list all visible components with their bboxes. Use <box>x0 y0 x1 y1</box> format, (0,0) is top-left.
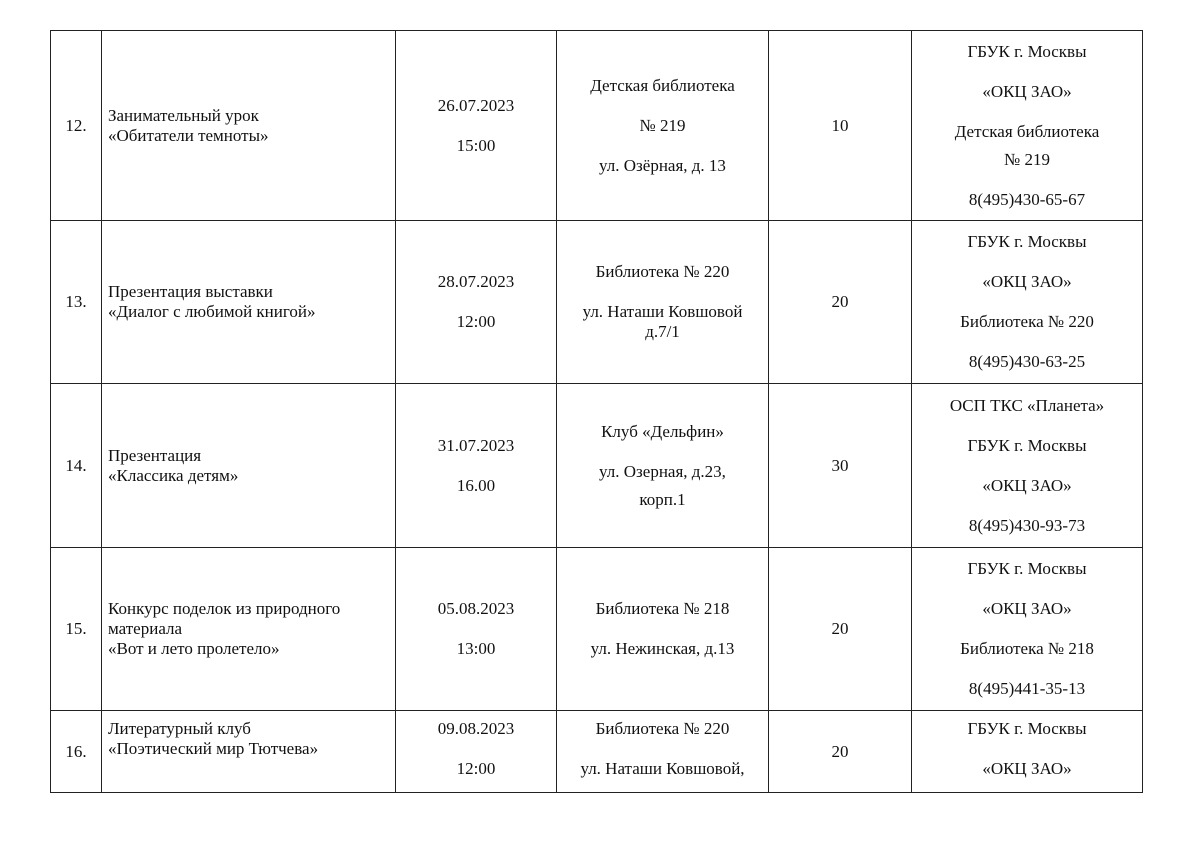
organizer-line: ГБУК г. Москвы <box>967 559 1087 578</box>
event-title-cell <box>102 548 396 711</box>
organizer-line: ГБУК г. Москвы <box>967 435 1087 455</box>
place-line: корп.1 <box>639 489 686 509</box>
event-type: Занимательный урок <box>108 105 259 125</box>
event-name: «Поэтический мир Тютчева» <box>108 739 319 758</box>
organizer-phone: 8(495)441-35-13 <box>968 679 1086 698</box>
row-number: 12. <box>51 31 102 221</box>
participants-count: 20 <box>769 711 912 793</box>
organizer-line: Детская библиотека <box>954 121 1100 141</box>
event-place-cell <box>557 711 769 793</box>
organizer-line: № 219 <box>1004 149 1050 169</box>
event-title-cell <box>102 31 396 221</box>
event-datetime-cell <box>396 711 557 793</box>
event-place-cell <box>557 31 769 221</box>
event-name: «Классика детям» <box>108 465 239 485</box>
events-table <box>50 30 1143 793</box>
row-number: 13. <box>51 221 102 384</box>
event-time: 16.00 <box>456 475 496 495</box>
place-line: № 219 <box>639 115 686 135</box>
place-line: Библиотека № 220 <box>595 719 730 738</box>
table-row <box>51 31 1143 221</box>
participants-count: 30 <box>769 384 912 548</box>
place-line: Библиотека № 218 <box>595 599 730 618</box>
event-type: Презентация <box>108 445 202 465</box>
organizer-line: Библиотека № 218 <box>960 639 1094 658</box>
organizer-line: ГБУК г. Москвы <box>967 719 1087 738</box>
event-place-cell <box>557 384 769 548</box>
event-name: «Диалог с любимой книгой» <box>108 302 316 321</box>
place-line: ул. Наташи Ковшовой <box>582 302 743 321</box>
event-type: материала <box>108 619 183 638</box>
place-line: ул. Нежинская, д.13 <box>590 639 735 658</box>
table-row <box>51 221 1143 384</box>
organizer-cell <box>912 31 1143 221</box>
organizer-line: ГБУК г. Москвы <box>967 41 1087 61</box>
organizer-cell <box>912 221 1143 384</box>
event-place-cell <box>557 221 769 384</box>
event-type: Литературный клуб <box>108 719 251 738</box>
event-date: 26.07.2023 <box>437 95 515 115</box>
event-datetime-cell <box>396 384 557 548</box>
participants-count: 20 <box>769 548 912 711</box>
table-row <box>51 548 1143 711</box>
event-datetime-cell <box>396 221 557 384</box>
event-date: 05.08.2023 <box>437 599 515 618</box>
event-date: 31.07.2023 <box>437 435 515 455</box>
event-title-cell <box>102 384 396 548</box>
event-type: Конкурс поделок из природного <box>108 599 341 618</box>
event-title-cell <box>102 221 396 384</box>
organizer-phone: 8(495)430-93-73 <box>968 515 1086 535</box>
event-type: Презентация выставки <box>108 282 273 301</box>
organizer-line: «ОКЦ ЗАО» <box>982 81 1072 101</box>
organizer-line: ГБУК г. Москвы <box>967 232 1087 251</box>
organizer-line: Библиотека № 220 <box>960 312 1094 331</box>
event-name: «Обитатели темноты» <box>108 125 269 145</box>
event-datetime-cell <box>396 548 557 711</box>
event-datetime-cell <box>396 31 557 221</box>
organizer-line: «ОКЦ ЗАО» <box>982 272 1072 291</box>
event-place-cell <box>557 548 769 711</box>
place-line: ул. Озёрная, д. 13 <box>599 155 726 175</box>
event-time: 13:00 <box>456 639 496 658</box>
place-line: ул. Наташи Ковшовой, <box>580 759 745 778</box>
organizer-line: ОСП ТКС «Планета» <box>949 395 1105 415</box>
row-number: 15. <box>51 548 102 711</box>
participants-count: 20 <box>769 221 912 384</box>
place-line: Детская библиотека <box>590 75 735 95</box>
organizer-cell <box>912 384 1143 548</box>
organizer-line: «ОКЦ ЗАО» <box>982 599 1072 618</box>
place-line: Клуб «Дельфин» <box>601 421 724 441</box>
event-date: 09.08.2023 <box>437 719 515 738</box>
event-date: 28.07.2023 <box>437 272 515 291</box>
organizer-phone: 8(495)430-65-67 <box>968 189 1086 209</box>
event-time: 15:00 <box>456 135 496 155</box>
table-row <box>51 384 1143 548</box>
table-row <box>51 711 1143 793</box>
place-line: д.7/1 <box>645 322 680 341</box>
organizer-cell <box>912 548 1143 711</box>
organizer-line: «ОКЦ ЗАО» <box>982 759 1072 778</box>
event-name: «Вот и лето пролетело» <box>108 639 280 658</box>
row-number: 16. <box>51 711 102 793</box>
participants-count: 10 <box>769 31 912 221</box>
event-time: 12:00 <box>456 759 496 778</box>
organizer-line: «ОКЦ ЗАО» <box>982 475 1072 495</box>
place-line: Библиотека № 220 <box>595 262 730 281</box>
row-number: 14. <box>51 384 102 548</box>
organizer-cell <box>912 711 1143 793</box>
place-line: ул. Озерная, д.23, <box>599 461 726 481</box>
event-title-cell <box>102 711 396 793</box>
organizer-phone: 8(495)430-63-25 <box>968 352 1086 371</box>
event-time: 12:00 <box>456 312 496 331</box>
